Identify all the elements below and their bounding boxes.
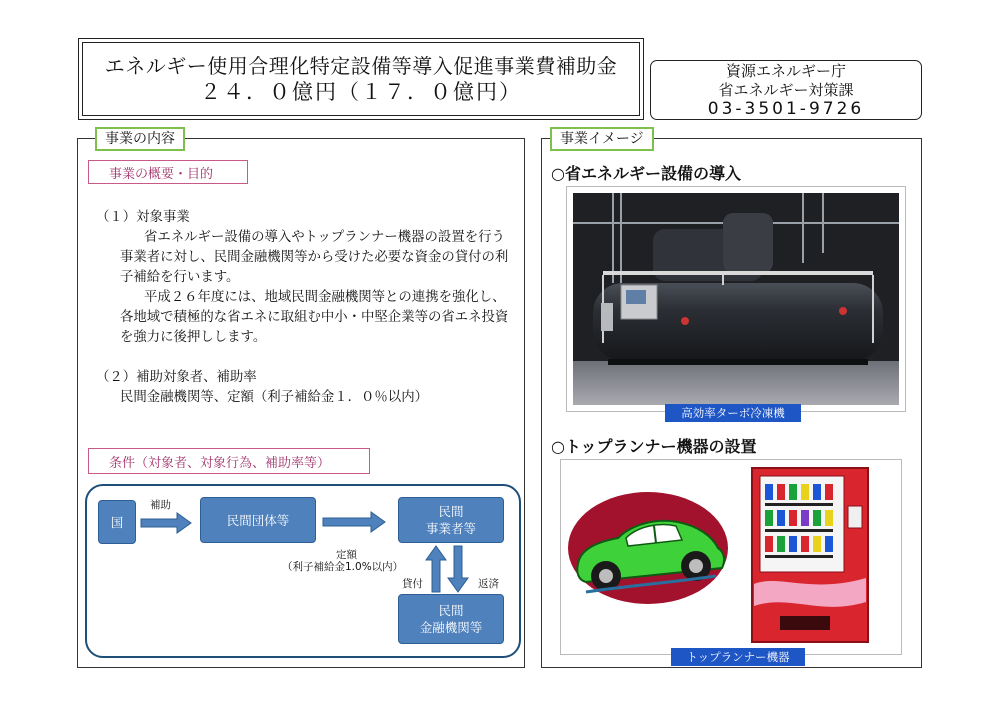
label-subsidy: 補助 xyxy=(150,499,171,511)
arrow-org-to-business xyxy=(323,512,385,532)
item1-heading: （１）対象事業 xyxy=(96,210,190,225)
turbo-chiller-photo xyxy=(573,193,899,405)
label-loan: 貸付 xyxy=(402,578,423,590)
flow-node-business-line2: 事業者等 xyxy=(425,521,476,536)
title-inner xyxy=(82,42,640,116)
item2-body: 民間金融機関等、定額（利子補給金１．０％以内） xyxy=(120,390,428,405)
contact-phone: 03-3501-9726 xyxy=(707,98,865,119)
contact-agency: 資源エネルギー庁 xyxy=(725,61,846,80)
overview-body xyxy=(96,208,516,408)
flow-node-bank-line2: 金融機関等 xyxy=(419,620,483,635)
overview-label-text: 事業の概要・目的 xyxy=(109,166,214,182)
overview-label xyxy=(88,160,248,184)
contact-division: 省エネルギー対策課 xyxy=(718,80,854,99)
arrow-country-to-org xyxy=(141,513,191,533)
caption-turbo-chiller: 高効率ターボ冷凍機 xyxy=(665,404,801,422)
item1-paragraph1: 省エネルギー設備の導入やトップランナー機器の設置を行う事業者に対し、民間金融機関等から受けた必要な資金の貸付の利子補給を行います。 xyxy=(120,230,509,285)
vending-machine-illustration xyxy=(750,466,870,644)
heading-top-runner-installation: ○トップランナー機器の設置 xyxy=(551,437,757,456)
label-repayment: 返済 xyxy=(478,578,499,590)
conditions-label xyxy=(88,448,370,474)
flow-node-organization-label: 民間団体等 xyxy=(226,512,290,528)
contact-box xyxy=(650,60,922,120)
tab-business-content: 事業の内容 xyxy=(95,127,185,151)
item1-paragraph2: 平成２６年度には、地域民間金融機関等との連携を強化し、各地域で積極的な省エネに取組む中小・中堅企業等の省エネ投資を強力に後押しします。 xyxy=(120,290,509,345)
flow-node-business-line1: 民間 xyxy=(438,504,464,519)
arrow-business-to-bank xyxy=(448,546,468,592)
title-box xyxy=(78,38,644,120)
flow-node-bank-line1: 民間 xyxy=(438,603,464,618)
conditions-label-text: 条件（対象者、対象行為、補助率等） xyxy=(109,455,331,471)
budget-amount: ２４．０億円（１７．０億円） xyxy=(200,79,522,104)
label-fixed-amount: 定額 xyxy=(336,549,357,561)
label-fixed-detail: （利子補給金1.0%以内） xyxy=(282,561,404,573)
arrow-bank-to-business xyxy=(426,546,446,592)
item2-heading: （２）補助対象者、補助率 xyxy=(96,370,257,385)
tab-business-image: 事業イメージ xyxy=(550,127,654,151)
flow-node-country-label: 国 xyxy=(110,514,124,530)
heading-energy-saving-equipment: ○省エネルギー設備の導入 xyxy=(551,164,741,183)
eco-car-illustration xyxy=(566,490,736,610)
caption-top-runner-equipment: トップランナー機器 xyxy=(671,648,805,666)
page-title: エネルギー使用合理化特定設備等導入促進事業費補助金 xyxy=(104,53,618,78)
